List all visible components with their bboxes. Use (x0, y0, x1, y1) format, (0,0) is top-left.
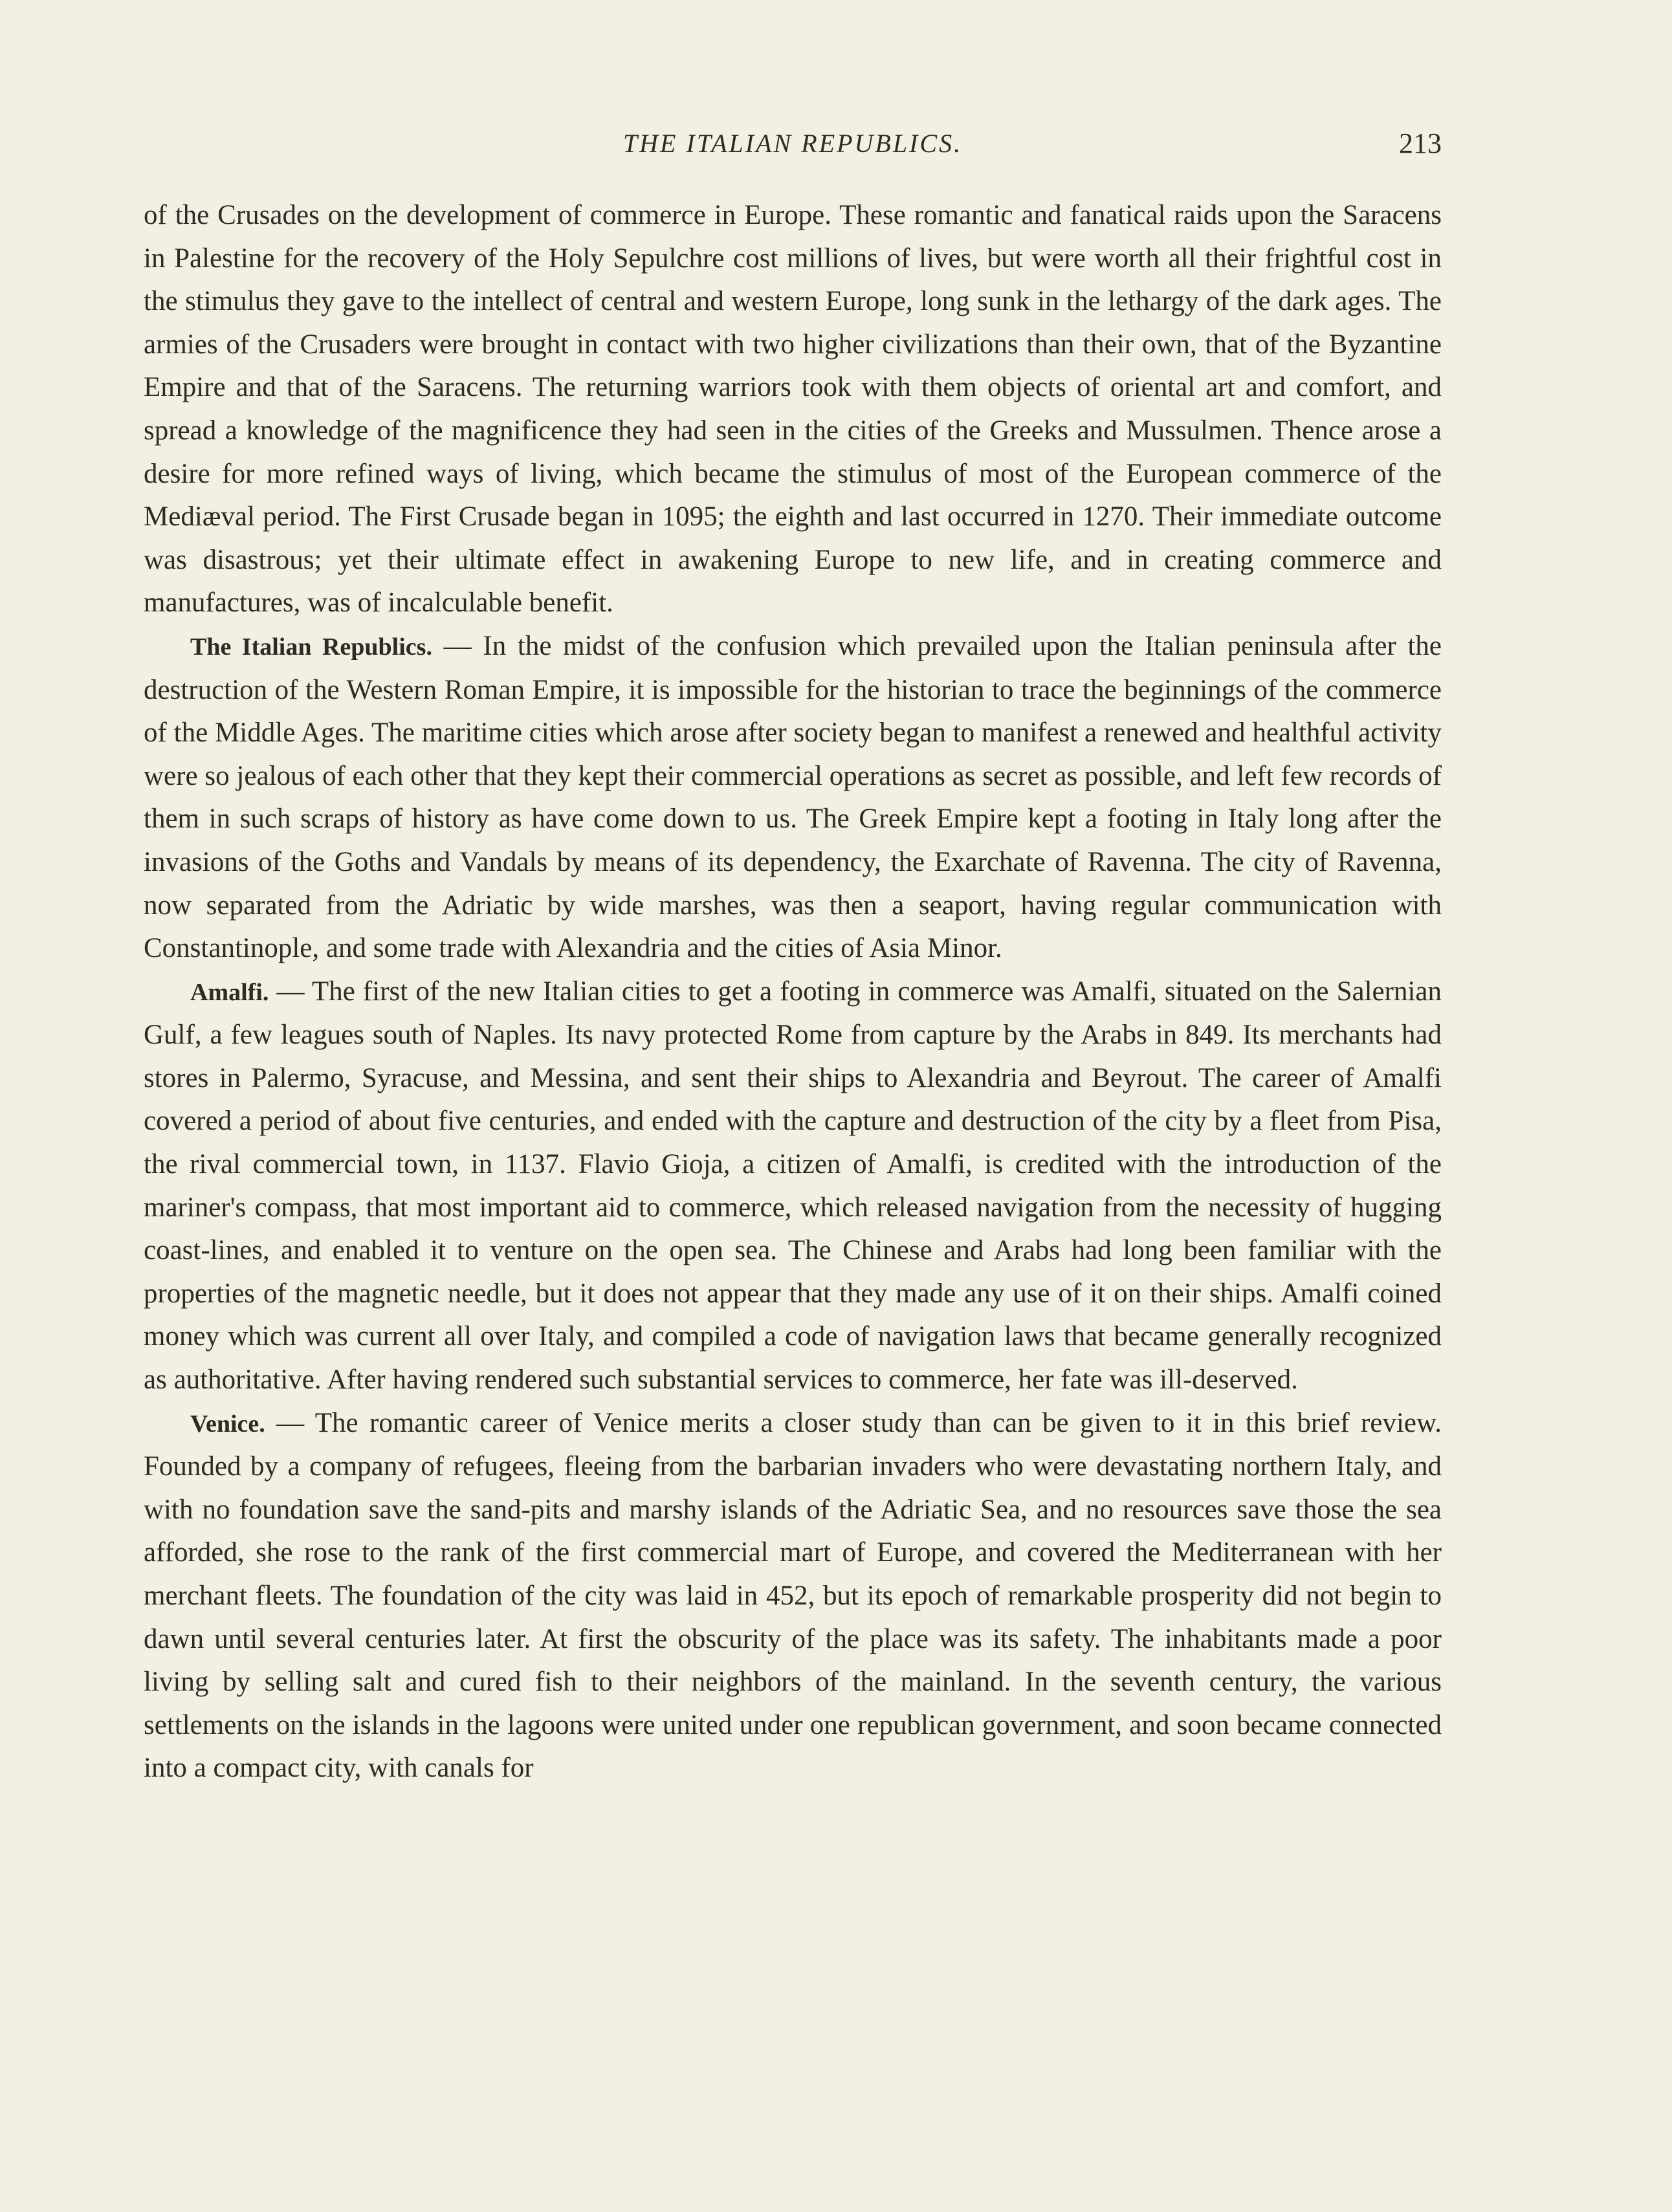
body-text (144, 194, 1442, 1790)
paragraph-text: The first of the new Italian cities to get a footing in commerce was Amalfi, situated on the Salernian Gulf, a few leagues south of Naples. Its navy protected Rome from capture by the Arabs in 849. Its merchants had stores in Palermo, Syracuse, and Messina, and sent their ships to Alexandria and Beyrout. The career of Amalfi covered a period of about five centuries, and ended with the capture and destruction of the city by a fleet from Pisa, the rival commercial town, in 1137. Flavio Gioja, a citizen of Amalfi, is credited with the introduction of the mariner's compass, that most important aid to commerce, which released navigation from the necessity of hugging coast-lines, and enabled it to venture on the open sea. The Chinese and Arabs had long been familiar with the properties of the magnetic needle, but it does not appear that they made any use of it on their ships. Amalfi coined money which was current all over Italy, and compiled a code of navigation laws that became generally recognized as authoritative. After having rendered such substantial services to commerce, her fate was ill-deserved. (144, 976, 1442, 1396)
paragraph-italian-republics (144, 625, 1442, 970)
running-head (144, 124, 1442, 170)
section-heading-italian-republics: The Italian Republics. (190, 633, 432, 661)
paragraph-text: The romantic career of Venice merits a closer study than can be given to it in this brief review. Founded by a company of refugees, fleeing from the barbarian invaders who were devastating northern Italy, and with no foundation save the sand-pits and marshy islands of the Adriatic Sea, and no resources save those the sea afforded, she rose to the rank of the first commercial mart of Europe, and covered the Mediterranean with her merchant fleets. The foundation of the city was laid in 452, but its epoch of remarkable prosperity did not begin to dawn until several centuries later. At first the obscurity of the place was its safety. The inhabitants made a poor living by selling salt and cured fish to their neighbors of the mainland. In the seventh century, the various settlements on the islands in the lagoons were united under one republican government, and soon became connected into a compact city, with canals for (144, 1407, 1442, 1784)
section-heading-amalfi: Amalfi. (190, 978, 269, 1006)
section-heading-venice: Venice. (190, 1410, 265, 1438)
page-number: 213 (1399, 127, 1442, 159)
heading-dash: — (269, 976, 312, 1007)
running-title: THE ITALIAN REPUBLICS. (622, 129, 963, 158)
heading-dash: — (265, 1407, 315, 1438)
paragraph-amalfi (144, 970, 1442, 1402)
paragraph-text: of the Crusades on the development of commerce in Europe. These romantic and fanatical raids upon the Saracens in Palestine for the recovery of the Holy Sepulchre cost millions of lives, but were worth all their frightful cost in the stimulus they gave to the intellect of central and western Europe, long sunk in the lethargy of the dark ages. The armies of the Crusaders were brought in contact with two higher civilizations than their own, that of the Byzantine Empire and that of the Saracens. The returning warriors took with them objects of oriental art and comfort, and spread a knowledge of the magnificence they had seen in the cities of the Greeks and Mussulmen. Thence arose a desire for more refined ways of living, which became the stimulus of most of the European commerce of the Mediæval period. The First Crusade began in 1095; the eighth and last occurred in 1270. Their immediate outcome was disastrous; yet their ultimate effect in awakening Europe to new life, and in creating commerce and manufactures, was of incalculable benefit. (144, 200, 1442, 619)
paragraph-text: In the midst of the confusion which prevailed upon the Italian peninsula after the destruction of the Western Roman Empire, it is impossible for the historian to trace the beginnings of the commerce of the Middle Ages. The maritime cities which arose after society began to manifest a renewed and healthful activity were so jealous of each other that they kept their commercial operations as secret as possible, and left few records of them in such scraps of history as have come down to us. The Greek Empire kept a footing in Italy long after the invasions of the Goths and Vandals by means of its dependency, the Exarchate of Ravenna. The city of Ravenna, now separated from the Adriatic by wide marshes, was then a seaport, having regular communication with Constantinople, and some trade with Alexandria and the cities of Asia Minor. (144, 630, 1442, 964)
heading-dash: — (432, 630, 483, 661)
paragraph-venice (144, 1402, 1442, 1790)
paragraph-crusades-continued (144, 194, 1442, 625)
